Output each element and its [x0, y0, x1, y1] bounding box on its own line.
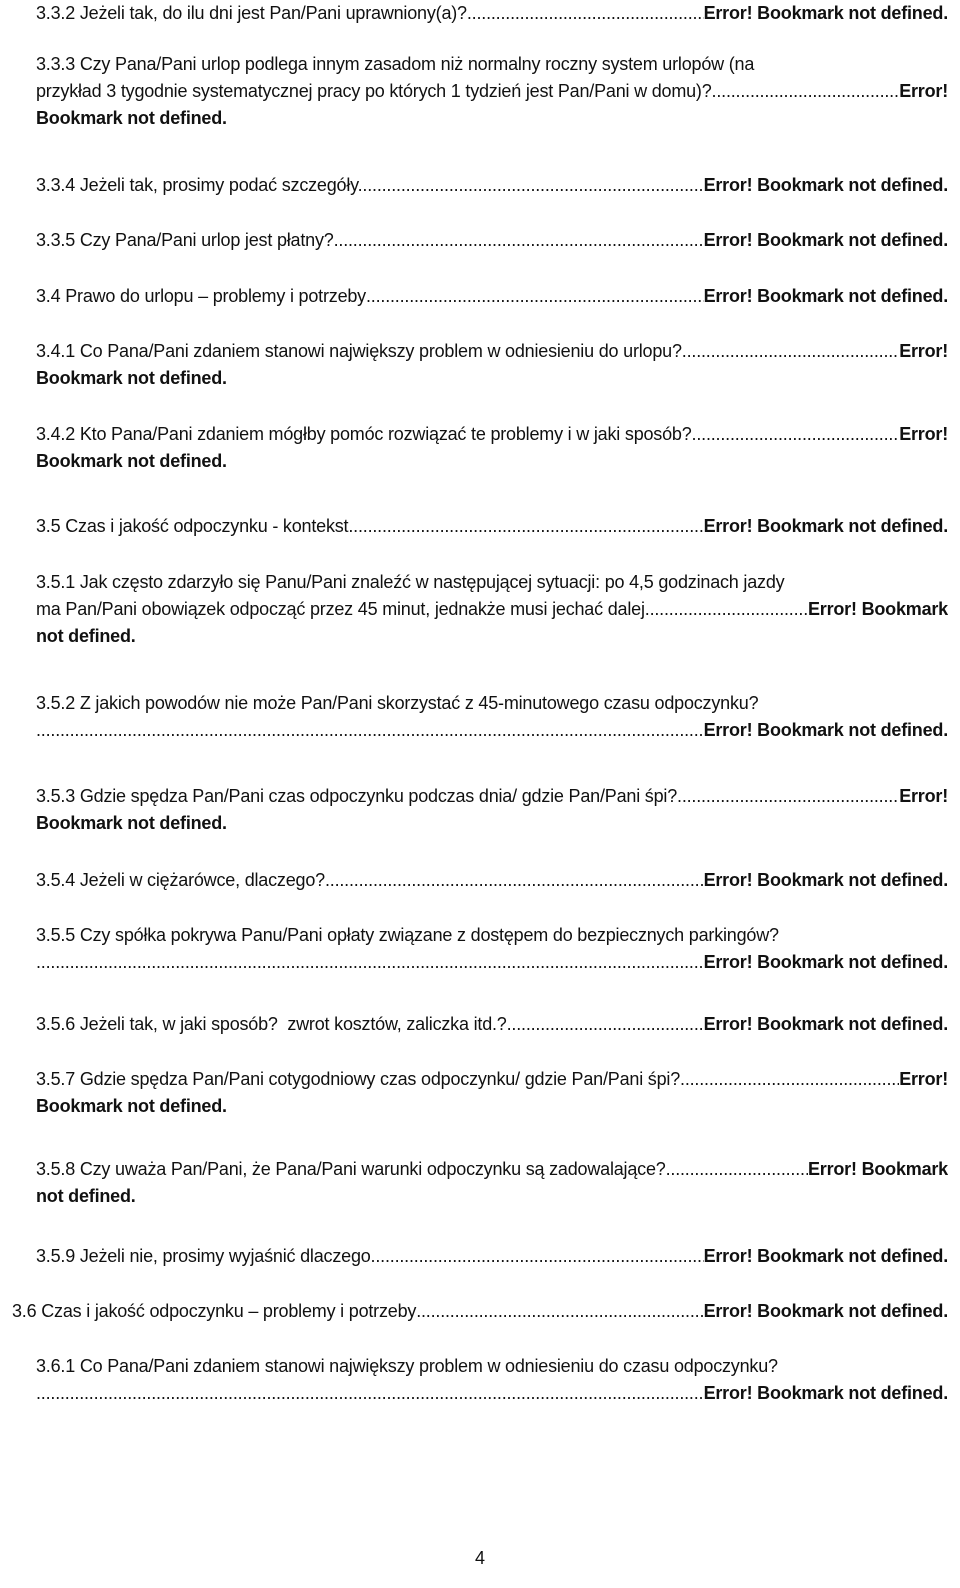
toc-entry-text: 3.3.4 Jeżeli tak, prosimy podać szczegóły.	[36, 175, 363, 195]
toc-entry-3-4[interactable]	[36, 283, 948, 310]
toc-leader-dots	[36, 1380, 704, 1407]
toc-entry-text: 3.5.5 Czy spółka pokrywa Panu/Pani opłaty związane z dostępem do bezpiecznych parkingów?	[36, 925, 779, 945]
toc-error-text: Error!	[899, 1069, 948, 1089]
toc-entry-3-5-2[interactable]	[36, 690, 948, 744]
toc-entry-3-5-7[interactable]	[36, 1066, 948, 1120]
toc-entry-3-5-1[interactable]	[36, 569, 948, 650]
toc-error-text-cont: not defined.	[36, 626, 136, 646]
toc-line	[36, 0, 948, 27]
toc-entry-text: 3.5.4 Jeżeli w ciężarówce, dlaczego?	[36, 870, 325, 890]
toc-leader-dots	[36, 717, 704, 744]
toc-line	[36, 513, 948, 540]
toc-entry-text-cont: przykład 3 tygodnie systematycznej pracy po których 1 tydzień jest Pan/Pani w domu)?	[36, 81, 712, 101]
toc-entry-text: 3.6 Czas i jakość odpoczynku – problemy i potrzeby	[12, 1301, 417, 1321]
toc-error-text: Error! Bookmark not defined.	[703, 1246, 948, 1266]
toc-error-text-cont: Bookmark not defined.	[36, 108, 227, 128]
toc-entry-text: 3.4.1 Co Pana/Pani zdaniem stanowi największy problem w odniesieniu do urlopu?	[36, 341, 682, 361]
toc-entry-3-5-6[interactable]	[36, 1011, 948, 1038]
toc-error-text: Error! Bookmark not defined.	[703, 286, 948, 306]
toc-entry-text: 3.5.9 Jeżeli nie, prosimy wyjaśnić dlaczego.	[36, 1246, 376, 1266]
toc-line	[36, 338, 948, 365]
toc-entry-3-3-4[interactable]	[36, 172, 948, 199]
toc-leader-dots	[348, 513, 703, 540]
toc-entry-text: 3.3.2 Jeżeli tak, do ilu dni jest Pan/Pani uprawniony(a)?	[36, 3, 467, 23]
toc-leader-dots	[416, 1298, 703, 1325]
toc-entry-text: 3.4 Prawo do urlopu – problemy i potrzeby	[36, 286, 366, 306]
toc-leader-dots	[325, 867, 704, 894]
toc-leader-dots	[36, 949, 704, 976]
toc-line	[36, 1380, 948, 1407]
toc-error-text: Error! Bookmark not defined.	[703, 870, 948, 890]
toc-entry-text: 3.4.2 Kto Pana/Pani zdaniem mógłby pomóc rozwiązać te problemy i w jaki sposób?	[36, 424, 692, 444]
toc-entry-text: 3.3.5 Czy Pana/Pani urlop jest płatny?	[36, 230, 334, 250]
toc-line	[36, 283, 948, 310]
toc-line	[36, 867, 948, 894]
toc-leader-dots	[362, 172, 703, 199]
page-number: 4	[474, 1548, 485, 1568]
toc-line	[36, 1066, 948, 1093]
toc-entry-3-5[interactable]	[36, 513, 948, 540]
toc-error-text: Error! Bookmark not defined.	[703, 1383, 948, 1403]
toc-entry-text: 3.5.7 Gdzie spędza Pan/Pani cotygodniowy czas odpoczynku/ gdzie Pan/Pani śpi?	[36, 1069, 681, 1089]
toc-leader-dots	[507, 1011, 704, 1038]
toc-entry-text: 3.5.2 Z jakich powodów nie może Pan/Pani skorzystać z 45-minutowego czasu odpoczynku?	[36, 693, 759, 713]
toc-leader-dots	[650, 596, 808, 623]
toc-error-text: Error! Bookmark not defined.	[703, 952, 948, 972]
toc-error-text: Error! Bookmark not defined.	[703, 175, 948, 195]
toc-entry-3-5-9[interactable]	[36, 1243, 948, 1270]
toc-leader-dots	[467, 0, 704, 27]
toc-leader-dots	[666, 1156, 808, 1183]
toc-error-text-cont: Bookmark not defined.	[36, 368, 227, 388]
toc-entry-3-4-1[interactable]	[36, 338, 948, 392]
toc-line	[36, 1011, 948, 1038]
toc-error-text: Error! Bookmark not defined.	[703, 1301, 948, 1321]
toc-error-text: Error! Bookmark not defined.	[703, 3, 948, 23]
toc-line	[36, 227, 948, 254]
toc-entry-3-6-1[interactable]	[36, 1353, 948, 1407]
toc-error-text-cont: Bookmark not defined.	[36, 813, 227, 833]
toc-entry-text-cont: ma Pan/Pani obowiązek odpocząć przez 45 minut, jednakże musi jechać dalej.	[36, 599, 650, 619]
toc-line	[36, 949, 948, 976]
toc-error-text: Error!	[899, 424, 948, 444]
toc-line	[36, 78, 948, 105]
toc-line	[12, 1298, 948, 1325]
toc-line	[36, 596, 948, 623]
toc-line	[36, 717, 948, 744]
toc-error-text: Error! Bookmark not defined.	[703, 1014, 948, 1034]
toc-entry-text: 3.5 Czas i jakość odpoczynku - kontekst	[36, 516, 349, 536]
toc-leader-dots	[712, 78, 900, 105]
toc-line	[36, 783, 948, 810]
toc-entry-text: 3.3.3 Czy Pana/Pani urlop podlega innym zasadom niż normalny roczny system urlopów (na	[36, 54, 755, 74]
toc-error-text: Error! Bookmark not defined.	[703, 720, 948, 740]
toc-entry-3-5-4[interactable]	[36, 867, 948, 894]
toc-error-text: Error!	[899, 341, 948, 361]
toc-error-text-cont: not defined.	[36, 1186, 136, 1206]
toc-error-text: Error! Bookmark not defined.	[703, 230, 948, 250]
toc-entry-3-5-3[interactable]	[36, 783, 948, 837]
toc-error-text: Error! Bookmark not defined.	[703, 516, 948, 536]
toc-entry-3-6[interactable]	[12, 1298, 948, 1325]
toc-leader-dots	[366, 283, 704, 310]
toc-leader-dots	[334, 227, 704, 254]
toc-error-text: Error! Bookmark	[807, 1159, 948, 1179]
toc-error-text-cont: Bookmark not defined.	[36, 451, 227, 471]
toc-error-text: Error!	[899, 81, 948, 101]
toc-line	[36, 1243, 948, 1270]
toc-entry-text: 3.5.8 Czy uważa Pan/Pani, że Pana/Pani warunki odpoczynku są zadowalające?	[36, 1159, 666, 1179]
toc-error-text: Error!	[899, 786, 948, 806]
toc-leader-dots	[682, 338, 899, 365]
toc-leader-dots	[375, 1243, 703, 1270]
toc-leader-dots	[692, 421, 900, 448]
toc-line	[36, 172, 948, 199]
toc-error-text-cont: Bookmark not defined.	[36, 1096, 227, 1116]
toc-entry-3-5-5[interactable]	[36, 922, 948, 976]
toc-entry-3-3-5[interactable]	[36, 227, 948, 254]
toc-entry-3-3-3[interactable]	[36, 51, 948, 132]
toc-leader-dots	[680, 1066, 899, 1093]
toc-entry-text: 3.6.1 Co Pana/Pani zdaniem stanowi największy problem w odniesieniu do czasu odpoczynku?	[36, 1356, 778, 1376]
toc-line	[36, 1156, 948, 1183]
toc-entry-text: 3.5.3 Gdzie spędza Pan/Pani czas odpoczynku podczas dnia/ gdzie Pan/Pani śpi?	[36, 786, 678, 806]
toc-entry-text: 3.5.1 Jak często zdarzyło się Panu/Pani znaleźć w następującej sytuacji: po 4,5 godzinach jazdy	[36, 572, 785, 592]
toc-entry-3-5-8[interactable]	[36, 1156, 948, 1210]
toc-leader-dots	[677, 783, 899, 810]
toc-error-text: Error! Bookmark	[807, 599, 948, 619]
toc-line	[36, 421, 948, 448]
toc-entry-3-4-2[interactable]	[36, 421, 948, 475]
toc-entry-text: 3.5.6 Jeżeli tak, w jaki sposób? zwrot kosztów, zaliczka itd.?	[36, 1014, 507, 1034]
toc-entry-3-3-2[interactable]	[36, 0, 948, 27]
